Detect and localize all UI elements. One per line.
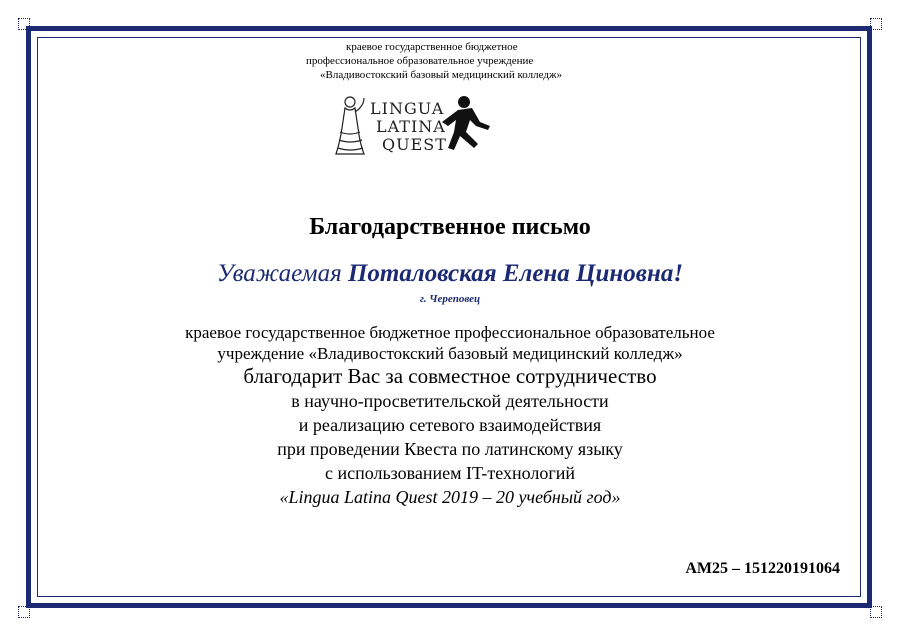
logo-word-1: LINGUA bbox=[370, 99, 445, 118]
body-line-7: с использованием IT-технологий bbox=[324, 463, 576, 483]
body-line-5: и реализацию сетевого взаимодействия bbox=[298, 415, 602, 435]
body-line-3: благодарит Вас за совместное сотрудничество bbox=[243, 364, 657, 388]
running-figure-icon bbox=[442, 96, 490, 150]
recipient-city: г. Череповец bbox=[419, 293, 481, 305]
document-title: Благодарственное письмо bbox=[309, 214, 591, 240]
header-line-2: профессиональное образовательное учреждение bbox=[306, 55, 534, 67]
recipient-name: Поталовская Елена Циновна! bbox=[347, 260, 684, 287]
header-line-3: «Владивостокский базовый медицинский колледж» bbox=[320, 69, 563, 81]
body-line-4: в научно-просветительской деятельности bbox=[291, 391, 609, 411]
lingua-latina-quest-logo bbox=[330, 92, 496, 162]
corner-ornament bbox=[18, 18, 30, 30]
logo-word-3: QUEST bbox=[382, 135, 447, 154]
recipient-greeting bbox=[0, 260, 900, 288]
header-line-1: краевое государственное бюджетное bbox=[346, 41, 518, 53]
body-line-8: «Lingua Latina Quest 2019 – 20 учебный год» bbox=[279, 487, 621, 507]
body-line-1: краевое государственное бюджетное профессиональное образовательное bbox=[185, 323, 715, 342]
corner-ornament bbox=[18, 606, 30, 618]
corner-ornament bbox=[870, 18, 882, 30]
corner-ornament bbox=[870, 606, 882, 618]
registration-number: АМ25 – 151220191064 bbox=[685, 560, 840, 577]
body-line-2: учреждение «Владивостокский базовый медицинский колледж» bbox=[217, 344, 683, 363]
body-line-6: при проведении Квеста по латинскому языку bbox=[277, 439, 623, 459]
classical-figure-icon bbox=[336, 97, 364, 154]
greeting-prefix: Уважаемая bbox=[216, 260, 348, 287]
letter-body bbox=[0, 322, 900, 509]
logo-word-2: LATINA bbox=[376, 117, 446, 136]
